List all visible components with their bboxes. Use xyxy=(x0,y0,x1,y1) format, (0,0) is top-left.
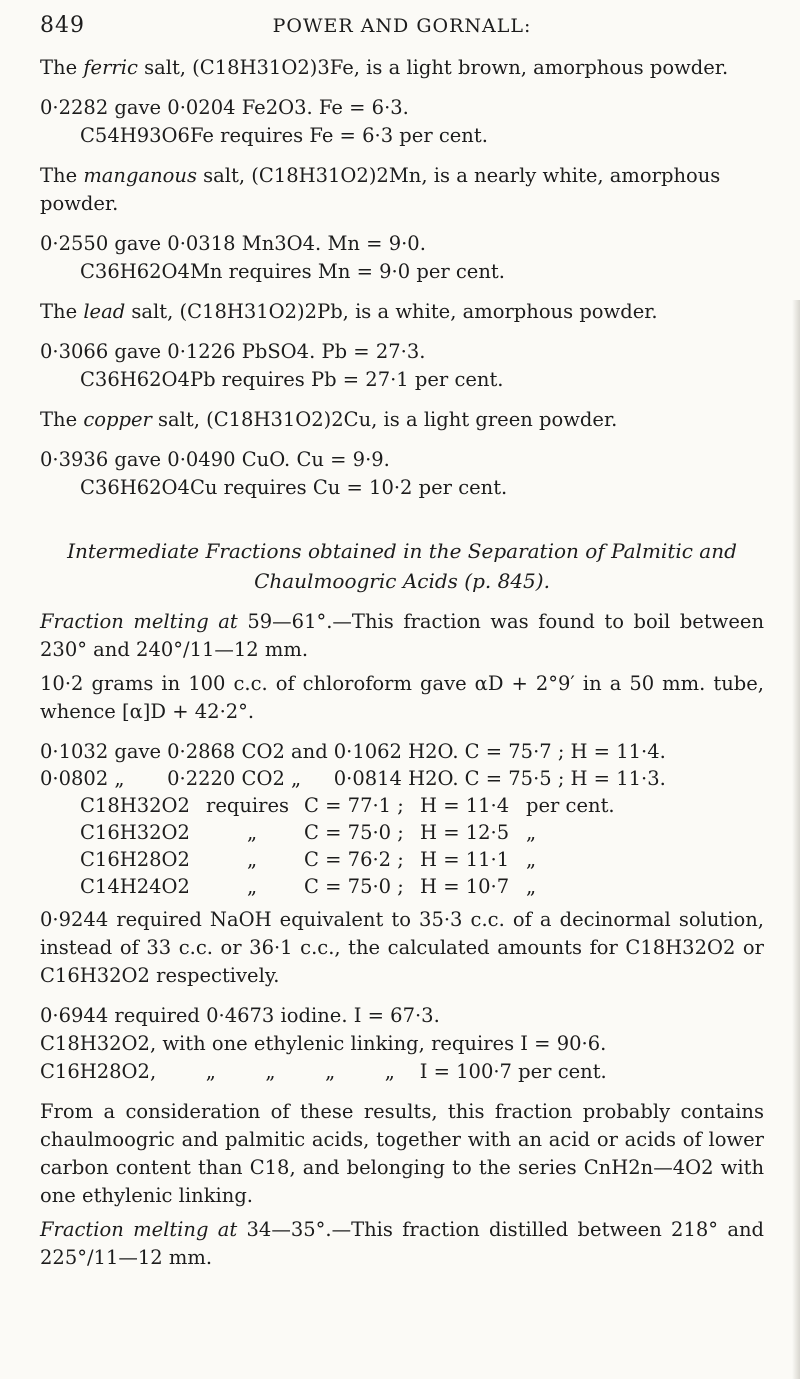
copper-intro: The copper salt, (C18H31O2)2Cu, is a light green powder. xyxy=(40,408,618,431)
requires-table xyxy=(80,792,621,900)
tail-cell: „ xyxy=(526,821,537,844)
fraction1-title: Fraction melting at xyxy=(40,610,238,633)
c-cell: C = 75·7 ; xyxy=(464,740,565,763)
c-cell: C = 76·2 ; xyxy=(304,848,404,871)
c-cell: C = 75·0 ; xyxy=(304,821,404,844)
page xyxy=(40,12,764,1272)
c-cell: C = 75·5 ; xyxy=(464,767,565,790)
running-title: POWER AND GORNALL: xyxy=(272,15,532,37)
table-row xyxy=(80,819,621,846)
co2-cell: 0·2220 CO2 „ xyxy=(167,767,302,790)
page-edge-shadow xyxy=(792,300,800,1379)
h2o-cell: 0·0814 H2O. xyxy=(333,767,459,790)
h-cell: H = 10·7 xyxy=(420,875,510,898)
fraction1-paragraph xyxy=(40,608,764,664)
table-row xyxy=(40,738,672,765)
section-title xyxy=(40,536,764,596)
lead-italic: lead xyxy=(83,300,126,323)
h-cell: H = 11·4 xyxy=(420,794,510,817)
co2-cell: 0·2868 CO2 and xyxy=(167,740,328,763)
table-row xyxy=(80,846,621,873)
h-cell: H = 11·3. xyxy=(570,767,666,790)
tail-cell: per cent. xyxy=(526,794,615,817)
formula-cell: C18H32O2 xyxy=(80,794,190,817)
iodine-result: 0·6944 required 0·4673 iodine. I = 67·3. xyxy=(40,1004,440,1027)
h-cell: H = 11·1 xyxy=(420,848,510,871)
c-cell: C = 75·0 ; xyxy=(304,875,404,898)
naoh-paragraph: 0·9244 required NaOH equivalent to 35·3 c.c. of a decinormal solution, instead of 33 c.c. or 36·1 c.c., the calculated amounts for C18H32O2 or C16H32O2 respectively. xyxy=(40,908,764,987)
conclusion-paragraph: From a consideration of these results, this fraction probably contains chaulmoogric and palmitic acids, together with an acid or acids of lower carbon content than C18, and belonging to the series CnH2n—4O2 with one ethylenic linking. xyxy=(40,1100,764,1207)
ferric-intro: The ferric salt, (C18H31O2)3Fe, is a light brown, amorphous powder. xyxy=(40,56,729,79)
page-header xyxy=(40,12,764,48)
h-cell: H = 11·4. xyxy=(570,740,666,763)
ferric-requires: C54H93O6Fe requires Fe = 6·3 per cent. xyxy=(80,124,488,147)
copper-result: 0·3936 gave 0·0490 CuO. Cu = 9·9. xyxy=(40,448,390,471)
fraction2-title: Fraction melting at xyxy=(40,1218,238,1241)
tail-cell: „ xyxy=(526,848,537,871)
manganous-result: 0·2550 gave 0·0318 Mn3O4. Mn = 9·0. xyxy=(40,232,426,255)
tail-cell: „ xyxy=(526,875,537,898)
fraction1-title-rest: 59—61°.—This fraction was found to boil between 230° and 240°/11—12 mm. xyxy=(40,610,765,661)
lead-result: 0·3066 gave 0·1226 PbSO4. Pb = 27·3. xyxy=(40,340,426,363)
word-cell: requires xyxy=(206,794,290,817)
manganous-intro: The manganous salt, (C18H31O2)2Mn, is a nearly white, amorphous powder. xyxy=(40,164,721,215)
fraction2-title-rest: 34—35°.—This fraction distilled between 218° and 225°/11—12 mm. xyxy=(40,1218,764,1269)
fraction2-paragraph xyxy=(40,1216,764,1272)
copper-italic: copper xyxy=(83,408,152,431)
iodine-requires-2: C16H28O2, „ „ „ „ I = 100·7 per cent. xyxy=(40,1060,607,1083)
h2o-cell: 0·1062 H2O. xyxy=(333,740,459,763)
copper-requires: C36H62O4Cu requires Cu = 10·2 per cent. xyxy=(80,476,508,499)
manganous-italic: manganous xyxy=(83,164,197,187)
ferric-result: 0·2282 gave 0·0204 Fe2O3. Fe = 6·3. xyxy=(40,96,409,119)
table-row xyxy=(80,792,621,819)
sample-cell: 0·1032 gave xyxy=(40,740,162,763)
word-cell: „ xyxy=(246,875,258,898)
formula-cell: C16H32O2 xyxy=(80,821,190,844)
lead-requires: C36H62O4Pb requires Pb = 27·1 per cent. xyxy=(80,368,504,391)
section-title-line1: Intermediate Fractions obtained in the Separation of Palmitic and xyxy=(67,539,737,563)
lead-intro: The lead salt, (C18H31O2)2Pb, is a white, amorphous powder. xyxy=(40,300,658,323)
page-number: 849 xyxy=(40,13,85,38)
c-cell: C = 77·1 ; xyxy=(304,794,404,817)
iodine-requires-1: C18H32O2, with one ethylenic linking, requires I = 90·6. xyxy=(40,1032,607,1055)
formula-cell: C16H28O2 xyxy=(80,848,190,871)
manganous-requires: C36H62O4Mn requires Mn = 9·0 per cent. xyxy=(80,260,505,283)
fraction1-rotation: 10·2 grams in 100 c.c. of chloroform gave αD + 2°9′ in a 50 mm. tube, whence [α]D + 42·2°. xyxy=(40,672,764,723)
combustion-table xyxy=(40,738,672,792)
sample-cell: 0·0802 „ xyxy=(40,767,125,790)
word-cell: „ xyxy=(246,821,258,844)
formula-cell: C14H24O2 xyxy=(80,875,190,898)
h-cell: H = 12·5 xyxy=(420,821,510,844)
section-title-line2: Chaulmoogric Acids (p. 845). xyxy=(254,569,550,593)
table-row xyxy=(80,873,621,900)
ferric-italic: ferric xyxy=(83,56,138,79)
table-row xyxy=(40,765,672,792)
word-cell: „ xyxy=(246,848,258,871)
